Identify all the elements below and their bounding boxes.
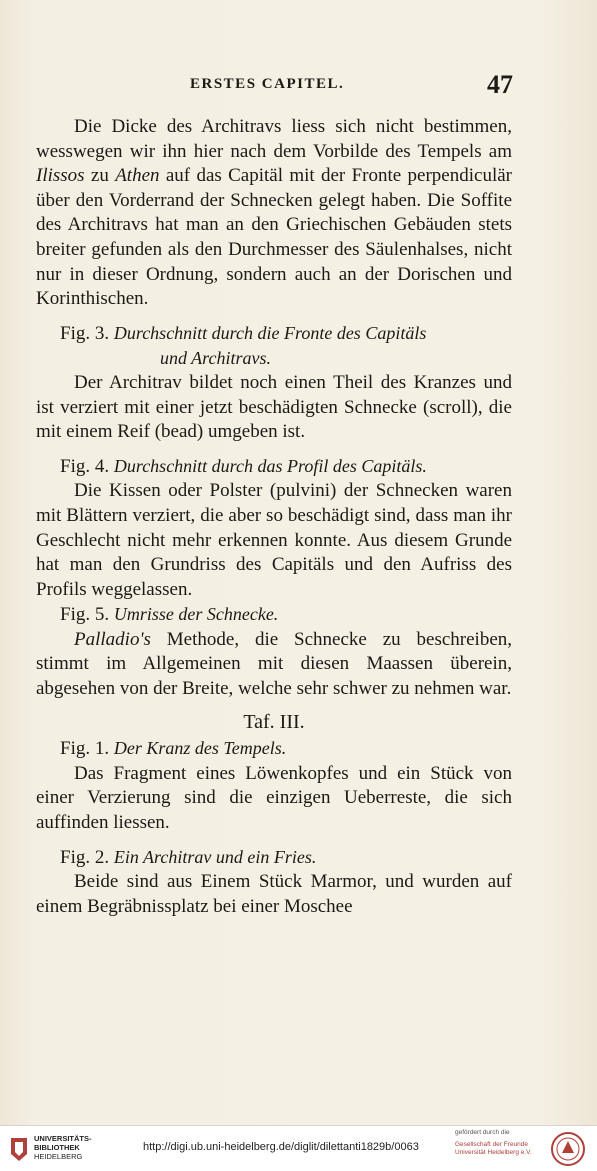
fig1-label: Fig. 1. bbox=[60, 738, 110, 760]
fig1-desc: Der Kranz des Tempels. bbox=[113, 738, 287, 759]
author-palladio: Palladio's bbox=[74, 628, 151, 650]
sponsor-name bbox=[455, 1141, 532, 1157]
permalink-url[interactable]: http://digi.ub.uni-heidelberg.de/diglit/dilettanti1829b/0063 bbox=[143, 1141, 419, 1153]
text-run: Methode, die Schnecke zu beschreiben, stimmt im Allgemeinen mit diesen Maassen überein, abgesehen von der Breite, welche sehr schwer zu nehmen war. bbox=[36, 628, 512, 700]
fig5-desc: Umrisse der Schnecke. bbox=[113, 604, 279, 625]
body-text bbox=[36, 115, 512, 919]
running-title: ERSTES CAPITEL. bbox=[190, 76, 345, 92]
figure-caption-fig3 bbox=[36, 321, 512, 371]
paragraph-marmor: Beide sind aus Einem Stück Marmor, und wurden auf einem Begräbnissplatz bei einer Moschee bbox=[36, 871, 512, 917]
paragraph-fragment: Das Fragment eines Löwenkopfes und ein Stück von einer Verzierung sind die einzigen Ueberreste, die sich auffinden liessen. bbox=[36, 762, 512, 834]
fig3-desc-line1: Durchschnitt durch die Fronte des Capitäls bbox=[113, 322, 427, 343]
library-logo-icon bbox=[8, 1134, 30, 1164]
text-run: Die Dicke des Architravs liess sich nicht bestimmen, wesswegen wir ihn hier nach dem Vorbilde des Tempels am bbox=[36, 116, 512, 162]
sponsor-line: Gesellschaft der Freunde bbox=[455, 1141, 528, 1148]
text-run: auf das Capitäl mit der Fronte perpendiculär über den Vorderrand der Schnecken gelegt haben. Die Soffite des Architravs hat man an den Griechischen Gebäuden stets breiter gefunden als den Durchmesser des Säulenhalses, nicht nur in dieser Ordnung, sondern auch an der Dorischen und Korinthischen. bbox=[36, 165, 512, 310]
paragraph-architrav-kranz: Der Architrav bildet noch einen Theil des Kranzes und ist verziert mit einer jetzt beschädigten Schnecke (scroll), die mit einem Reif (bead) umgeben ist. bbox=[36, 371, 512, 443]
figure-caption-fig1 bbox=[36, 736, 512, 762]
fig4-label: Fig. 4. bbox=[60, 455, 110, 477]
university-seal-icon bbox=[550, 1131, 586, 1167]
fig3-label: Fig. 3. bbox=[60, 322, 110, 344]
paragraph-palladio bbox=[36, 628, 512, 702]
running-head bbox=[0, 70, 597, 100]
paragraph-architrave-thickness bbox=[36, 115, 512, 312]
fig5-label: Fig. 5. bbox=[60, 604, 110, 626]
logo-line: BIBLIOTHEK bbox=[34, 1143, 80, 1152]
figure-caption-fig5 bbox=[36, 602, 512, 628]
logo-line: HEIDELBERG bbox=[34, 1152, 83, 1161]
footer-bar bbox=[0, 1125, 597, 1171]
logo-line: UNIVERSITÄTS- bbox=[34, 1134, 92, 1143]
sponsor-line: Universität Heidelberg e.V. bbox=[455, 1149, 532, 1156]
page-number: 47 bbox=[487, 70, 513, 99]
figure-caption-fig4 bbox=[36, 454, 512, 480]
fig2-label: Fig. 2. bbox=[60, 846, 110, 868]
section-title: Taf. III. bbox=[243, 710, 305, 733]
place-ilissos: Ilissos bbox=[36, 165, 85, 187]
fig2-desc: Ein Architrav und ein Fries. bbox=[113, 846, 317, 867]
library-logo-text bbox=[34, 1134, 92, 1161]
text-run: zu bbox=[84, 165, 116, 187]
fig4-desc: Durchschnitt durch das Profil des Capitäls. bbox=[113, 455, 427, 476]
paragraph-kissen-polster: Die Kissen oder Polster (pulvini) der Schnecken waren mit Blättern verziert, die aber so beschädigt sind, dass man ihr Geschlecht nicht mehr erkennen konnte. Aus diesem Grunde hat man den Grundriss des Capitäls und den Aufriss des Profils weggelassen. bbox=[36, 480, 512, 600]
sponsor-caption: gefördert durch die bbox=[455, 1129, 510, 1136]
fig3-desc-line2: und Architravs. bbox=[160, 348, 271, 369]
place-athen: Athen bbox=[115, 165, 160, 187]
figure-caption-fig2 bbox=[36, 845, 512, 871]
